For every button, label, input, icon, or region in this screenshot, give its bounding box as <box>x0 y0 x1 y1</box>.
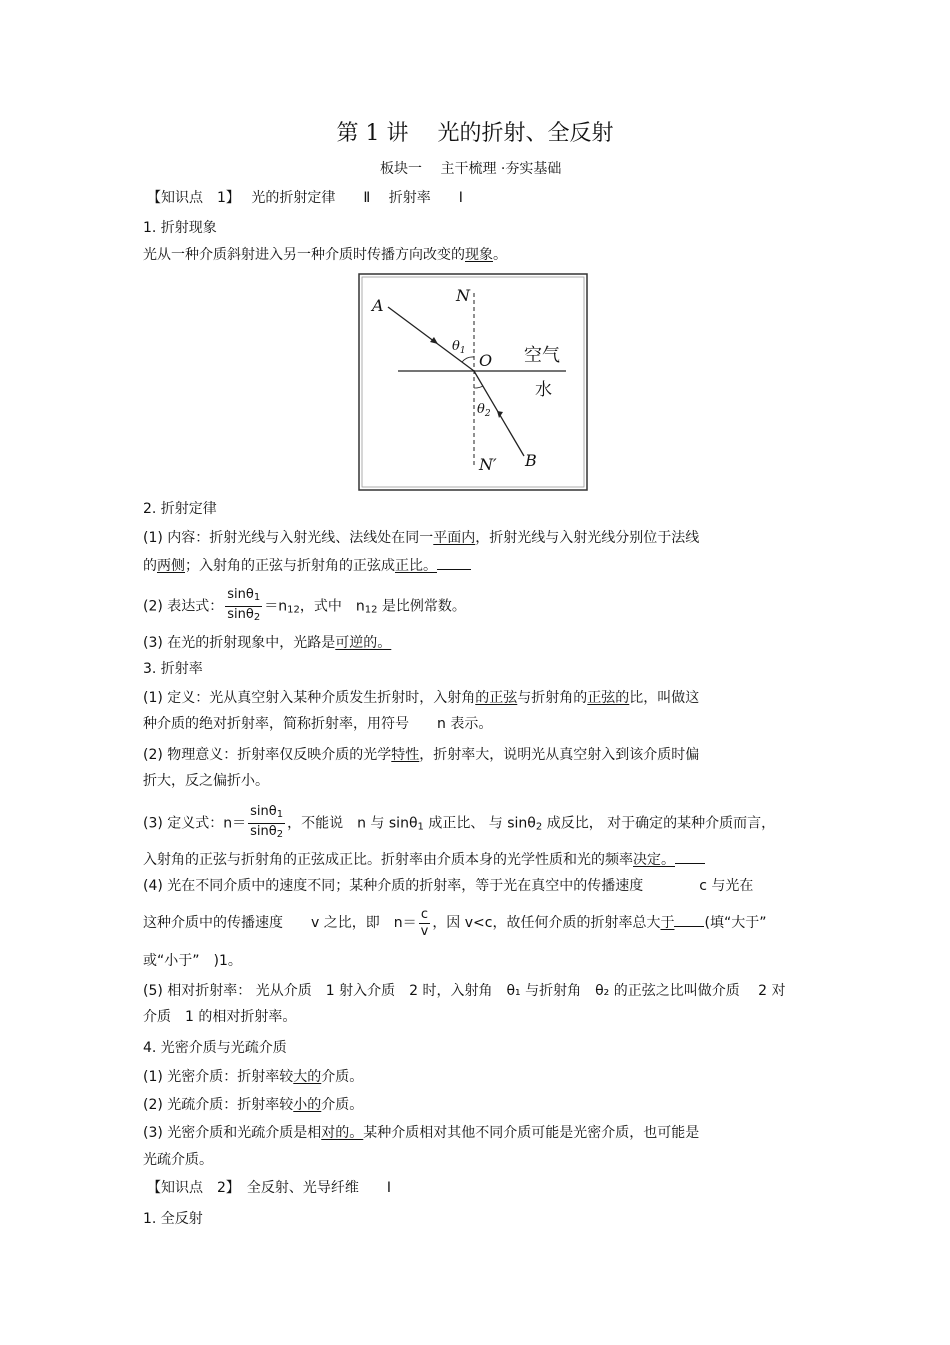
label-N-prime: N′ <box>479 455 497 474</box>
heading-dense-rare-media: 4. 光密介质与光疏介质 <box>143 1040 287 1056</box>
speed-relation-line2: 这种介质中的传播速度 v 之比，即 n＝ $\frac{c}{v}$ ，因 v<c，故任何介质的折射率总大于 (填“大于” <box>143 906 767 939</box>
heading-total-reflection: 1. 全反射 <box>143 1211 203 1227</box>
refraction-law-reversible: (3) 在光的折射现象中，光路是可逆的。 <box>143 635 392 651</box>
label-air: 空气 <box>524 345 560 366</box>
heading-refractive-index: 3. 折射率 <box>143 661 203 677</box>
label-theta2: $\theta_2$ <box>477 402 491 419</box>
heading-refraction-law: 2. 折射定律 <box>143 501 217 517</box>
label-A: A <box>372 296 384 315</box>
refraction-law-content-line1: (1) 内容：折射光线与入射光线、法线处在同一平面内，折射光线与入射光线分别位于法线 <box>143 530 700 546</box>
label-theta1: $\theta_1$ <box>452 339 466 356</box>
fraction-c-over-v: $\frac{c}{v}$ <box>420 906 429 939</box>
relative-media-line1: (3) 光密介质和光疏介质是相对的。某种介质相对其他不同介质可能是光密介质，也可能是 <box>143 1125 700 1141</box>
refraction-phenomenon-text: 光从一种介质斜射进入另一种介质时传播方向改变的现象。 <box>143 247 507 263</box>
physical-meaning-line2: 折大，反之偏折小。 <box>143 773 269 789</box>
refractive-index-definition-line2: 种介质的绝对折射率，简称折射率，用符号 n 表示。 <box>143 716 493 732</box>
refractive-index-definition-line1: (1) 定义：光从真空射入某种介质发生折射时，入射角的正弦与折射角的正弦的比，叫做这 <box>143 690 700 706</box>
relative-index-line2: 介质 1 的相对折射率。 <box>143 1009 297 1025</box>
refraction-law-content-line2: 的两侧；入射角的正弦与折射角的正弦成正比。 <box>143 555 471 575</box>
relative-media-line2: 光疏介质。 <box>143 1152 213 1168</box>
definition-formula: (3) 定义式：n＝ $\frac{\sin\theta_1}{\sin\theta_2}$ ，不能说 n 与 sinθ$_1$ 成正比、 与 sinθ$_2$ 成反比， 对于确定的某种介质而言， <box>143 804 775 845</box>
speed-relation-line3: 或“小于” )1。 <box>143 953 242 969</box>
heading-refraction-phenomenon: 1. 折射现象 <box>143 220 217 236</box>
fraction-n-definition: $\frac{\sin\theta_1}{\sin\theta_2}$ <box>250 804 284 840</box>
definition-formula-line2: 入射角的正弦与折射角的正弦成正比。折射率由介质本身的光学性质和光的频率决定。 <box>143 849 705 869</box>
label-O: O <box>479 351 493 370</box>
label-N: N <box>456 286 470 305</box>
fraction-sin-ratio: $\frac{\sin\theta_1}{\sin\theta_2}$ <box>227 587 261 623</box>
rare-medium-definition: (2) 光疏介质：折射率较小的介质。 <box>143 1097 364 1113</box>
label-water: 水 <box>535 380 552 400</box>
refraction-diagram <box>358 273 588 491</box>
knowledge-point-1: 【知识点 1】 光的折射定律 Ⅱ 折射率 Ⅰ <box>147 190 463 206</box>
knowledge-point-2: 【知识点 2】 全反射、光导纤维 Ⅰ <box>147 1180 392 1196</box>
page-title: 第 1 讲 光的折射、全反射 <box>336 121 614 146</box>
section-subtitle: 板块一 主干梳理 ·夯实基础 <box>380 161 562 177</box>
dense-medium-definition: (1) 光密介质：折射率较大的介质。 <box>143 1069 364 1085</box>
speed-relation-line1: (4) 光在不同介质中的速度不同；某种介质的折射率，等于光在真空中的传播速度 c 与光在 <box>143 878 754 894</box>
label-B: B <box>525 451 537 470</box>
physical-meaning-line1: (2) 物理意义：折射率仅反映介质的光学特性，折射率大，说明光从真空射入到该介质时偏 <box>143 747 700 763</box>
relative-index-line1: (5) 相对折射率： 光从介质 1 射入介质 2 时，入射角 θ₁ 与折射角 θ₂ 的正弦之比叫做介质 2 对 <box>143 983 786 999</box>
refraction-law-expression: (2) 表达式： $\frac{\sin\theta_1}{\sin\theta_2}$ $=n_{12}$，式中 $n_{12}$ 是比例常数。 <box>143 587 466 628</box>
